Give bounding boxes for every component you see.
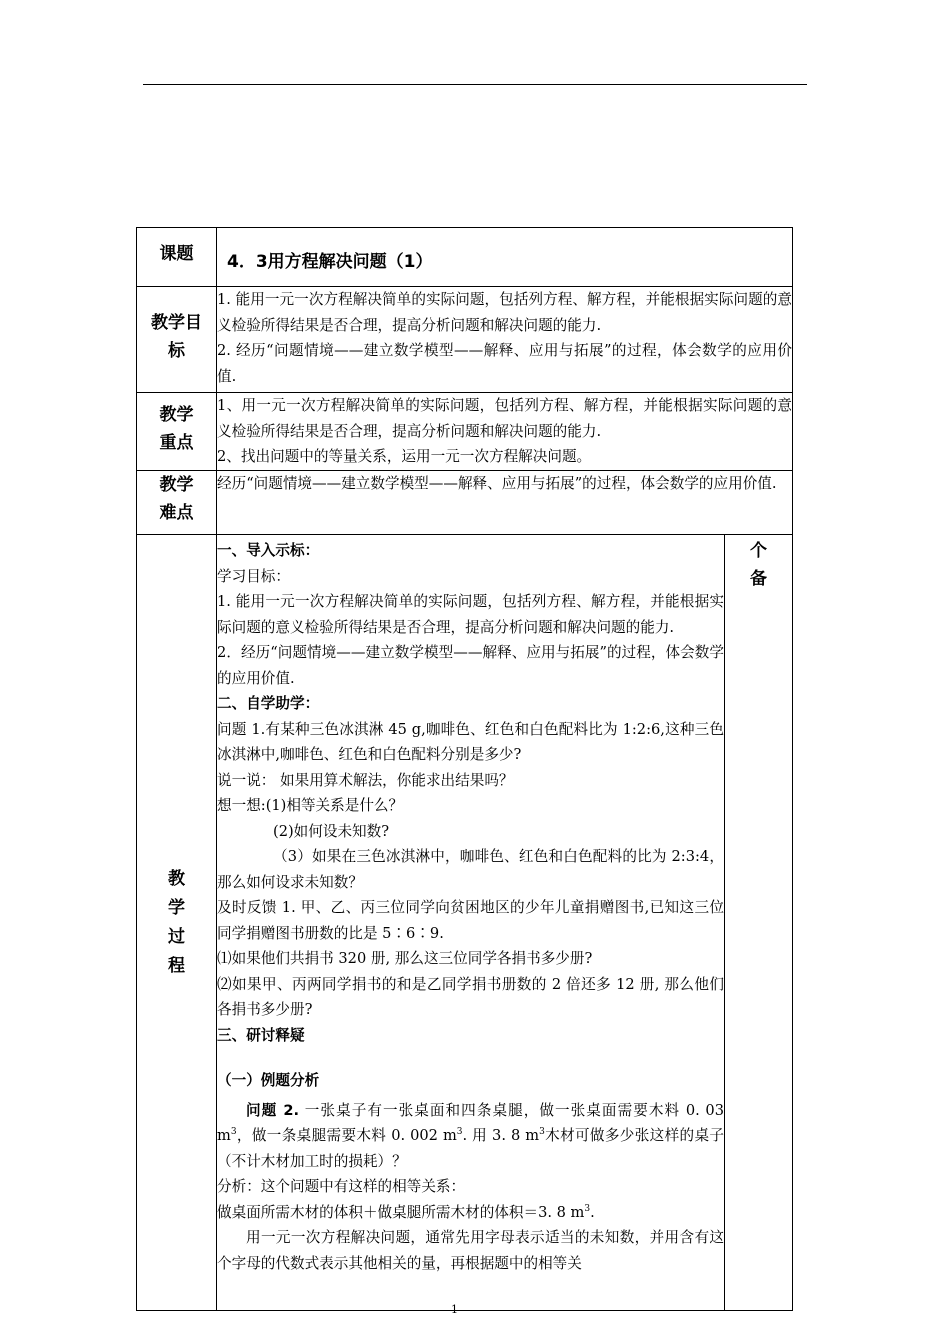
relation-part-b: . [590,1203,595,1221]
key-label-1: 教学 [159,405,194,425]
process-content [217,535,725,1311]
topic-label: 课题 [159,244,194,264]
relation [217,1200,724,1226]
row-process [137,535,793,1311]
header-rule [143,84,807,85]
goals-intro: 学习目标： [217,567,290,585]
feedback-q2: ⑵如果甲、丙两同学捐书的和是乙同学捐书册数的 2 倍还多 12 册, 那么他们各捐书多少册? [217,975,724,1018]
process-label-cell [137,535,217,1311]
feedback-q1: ⑴如果他们共捐书 320 册, 那么这三位同学各捐书多少册? [217,950,593,967]
difficult-label-cell [137,471,217,535]
row-goals [137,287,793,393]
side-char-1: 个 [750,541,767,561]
process-label-char-3: 过 [168,926,185,947]
key-label-2: 重点 [159,433,194,453]
problem-2-part-c: . 用 3. 8 m [462,1127,540,1144]
key-content [217,393,793,471]
say-prompt: 说一说： 如果用算术解法，你能求出结果吗？ [217,771,514,789]
row-topic [137,228,793,287]
problem-2-part-b: ，做一条桌腿需要木料 0. 002 m [236,1127,457,1144]
key-line-1: 1、用一元一次方程解决简单的实际问题，包括列方程、解方程，并能根据实际问题的意义检验所得结果是否合理，提高分析问题和解决问题的能力. [217,397,792,440]
goals-label-2: 标 [168,341,185,361]
lesson-plan-table [136,227,793,1311]
problem-1: 问题 1.有某种三色冰淇淋 45 g,咖啡色、红色和白色配料比为 1:2:6,这种三色冰淇淋中,咖啡色、红色和白色配料分别是多少? [217,720,724,763]
problem-2-part-d: 木材可做多少张这样的桌子（不计木材加工时的损耗）？ [217,1127,724,1170]
sup-cube-4: 3 [584,1203,591,1214]
key-line-2: 2、找出问题中的等量关系，运用一元一次方程解决问题。 [217,448,592,465]
difficult-line-1: 经历“问题情境——建立数学模型——解释、应用与拓展”的过程，体会数学的应用价值. [217,475,777,492]
key-label-cell [137,393,217,471]
sup-cube-2: 3 [456,1127,463,1138]
example-subheading: （一）例题分析 [217,1072,320,1089]
row-key-points [137,393,793,471]
topic-title: 4．3用方程解决问题（1） [227,252,433,272]
row-difficulties [137,471,793,535]
goals-line-2: 2. 经历“问题情境——建立数学模型——解释、应用与拓展”的过程，体会数学的应用价值. [217,342,792,385]
goals-content [217,287,793,393]
section2-heading: 二、自学助学： [217,695,320,712]
process-label-char-1: 教 [168,868,185,889]
relation-part-a: 做桌面所需木材的体积＋做桌腿所需木材的体积＝3. 8 m [217,1203,585,1221]
difficult-label-2: 难点 [159,503,194,523]
goals-label-1: 教学目 [151,313,202,333]
goals-line-1: 1. 能用一元一次方程解决简单的实际问题，包括列方程、解方程，并能根据实际问题的意义检验所得结果是否合理，提高分析问题和解决问题的能力. [217,291,792,334]
think-2: (2)如何设未知数? [273,822,390,840]
page-number: 1 [451,1303,458,1316]
section1-heading: 一、导入示标： [217,542,320,559]
think-3-text: （3）如果在三色冰淇淋中，咖啡色、红色和白色配料的比为 2:3:4，那么如何设求未知数？ [217,848,724,891]
process-goal-2: 2．经历“问题情境——建立数学模型——解释、应用与拓展”的过程，体会数学的应用价值. [217,644,724,687]
side-char-2: 备 [750,569,767,589]
process-goal-1: 1. 能用一元一次方程解决简单的实际问题，包括列方程、解方程，并能根据实际问题的意义检验所得结果是否合理，提高分析问题和解决问题的能力. [217,593,724,636]
process-label-char-4: 程 [168,955,185,976]
goals-label-cell [137,287,217,393]
difficult-content [217,471,793,535]
sup-cube-1: 3 [230,1127,237,1138]
method-text: 用一元一次方程解决问题，通常先用字母表示适当的未知数，并用含有这个字母的代数式表示其他相关的量，再根据题中的相等关 [217,1229,724,1272]
problem-2-label: 问题 2. [246,1101,300,1119]
analysis: 分析：这个问题中有这样的相等关系： [217,1178,466,1195]
side-notes-cell [725,535,793,1311]
problem-2-part-a: 一张桌子有一张桌面和四条桌腿，做一张桌面需要木料 0. 03 m [217,1101,724,1144]
process-label-char-2: 学 [168,897,185,918]
feedback-1: 及时反馈 1. 甲、乙、丙三位同学向贫困地区的少年儿童捐赠图书,已知这三位同学捐赠图书册数的比是 5∶6∶9. [217,899,724,942]
problem-2 [217,1098,724,1175]
think-3 [217,844,724,895]
topic-label-cell [137,228,217,287]
think-1: 想一想:(1)相等关系是什么？ [217,797,404,814]
section3-heading: 三、研讨释疑 [217,1026,305,1044]
topic-value-cell [217,228,793,287]
sup-cube-3: 3 [539,1127,545,1138]
difficult-label-1: 教学 [159,475,194,495]
